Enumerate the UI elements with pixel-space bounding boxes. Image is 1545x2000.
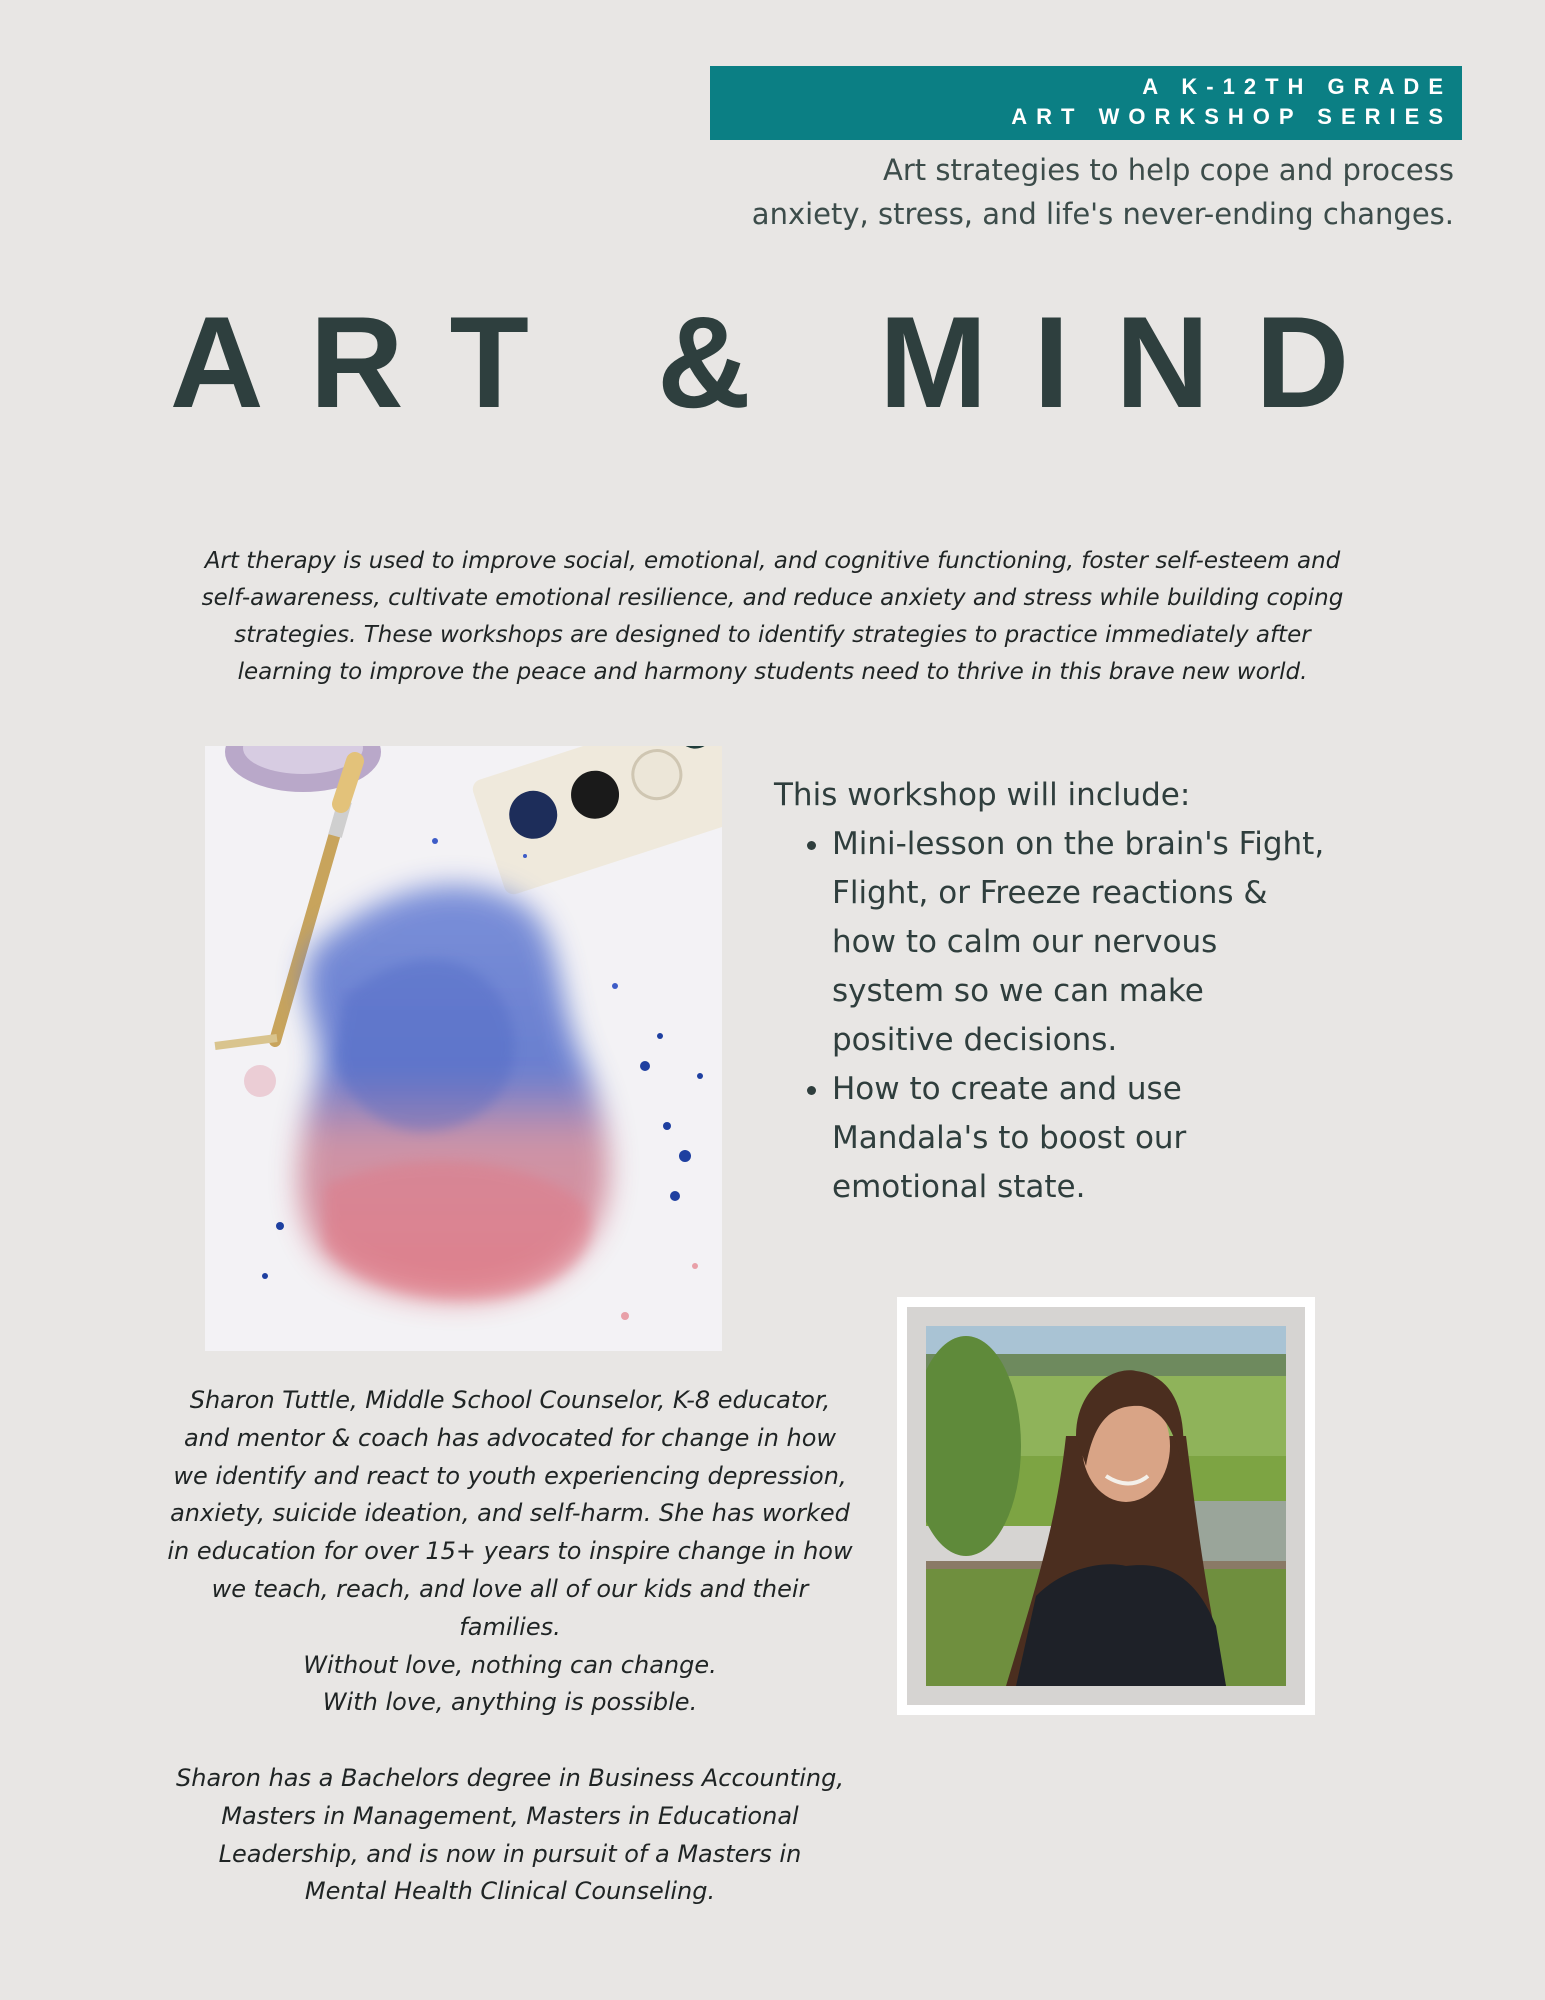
bio-line: we teach, reach, and love all of our kids and their — [211, 1574, 809, 1603]
degree-line: Masters in Management, Masters in Educational — [221, 1801, 799, 1830]
intro-line-3: strategies. These workshops are designed to identify strategies to practice immediately after — [234, 622, 1311, 648]
degree-line: Leadership, and is now in pursuit of a Masters in — [218, 1839, 802, 1868]
page-title: ART & MIND — [169, 289, 1396, 435]
intro-line-2: self-awareness, cultivate emotional resilience, and reduce anxiety and stress while building coping — [201, 585, 1344, 611]
bio-line: anxiety, suicide ideation, and self-harm. She has worked — [170, 1499, 850, 1528]
banner-line-2: ART WORKSHOP SERIES — [1011, 104, 1452, 129]
banner-line-1: A K-12TH GRADE — [1142, 74, 1452, 99]
bio-text — [150, 1382, 870, 1911]
intro-line-4: learning to improve the peace and harmony students need to thrive in this brave new world. — [237, 659, 1308, 685]
series-banner — [710, 66, 1462, 140]
workshop-heading: This workshop will include: — [774, 777, 1191, 813]
bio-quote-line: With love, anything is possible. — [322, 1688, 698, 1717]
bio-line: we identify and react to youth experiencing depression, — [173, 1461, 847, 1490]
portrait-photo — [926, 1326, 1286, 1686]
degree-line: Mental Health Clinical Counseling. — [304, 1877, 716, 1906]
bio-line: and mentor & coach has advocated for change in how — [183, 1423, 837, 1452]
bio-line: families. — [459, 1612, 561, 1641]
workshop-includes — [774, 771, 1334, 1212]
degree-line: Sharon has a Bachelors degree in Business Accounting, — [176, 1763, 844, 1792]
bio-quote-line: Without love, nothing can change. — [303, 1650, 717, 1679]
portrait-mat — [907, 1307, 1305, 1705]
bio-line: in education for over 15+ years to inspire change in how — [167, 1537, 853, 1566]
workshop-item-brain: • Mini-lesson on the brain's Fight, Flight, or Freeze reactions & how to calm our nervous system so we can make positive decisions. — [832, 820, 1334, 1065]
watercolor-image — [205, 746, 722, 1351]
intro-paragraph — [140, 543, 1405, 691]
subtitle-line-1: Art strategies to help cope and process — [883, 153, 1454, 187]
subtitle — [700, 148, 1454, 236]
intro-line-1: Art therapy is used to improve social, emotional, and cognitive functioning, foster self-esteem and — [204, 548, 1341, 574]
subtitle-line-2: anxiety, stress, and life's never-ending changes. — [751, 197, 1454, 231]
bio-line: Sharon Tuttle, Middle School Counselor, K-8 educator, — [189, 1386, 831, 1414]
workshop-item-mandala: • How to create and use Mandala's to boost our emotional state. — [832, 1065, 1334, 1212]
portrait-frame — [897, 1297, 1315, 1715]
workshop-list — [774, 820, 1334, 1212]
